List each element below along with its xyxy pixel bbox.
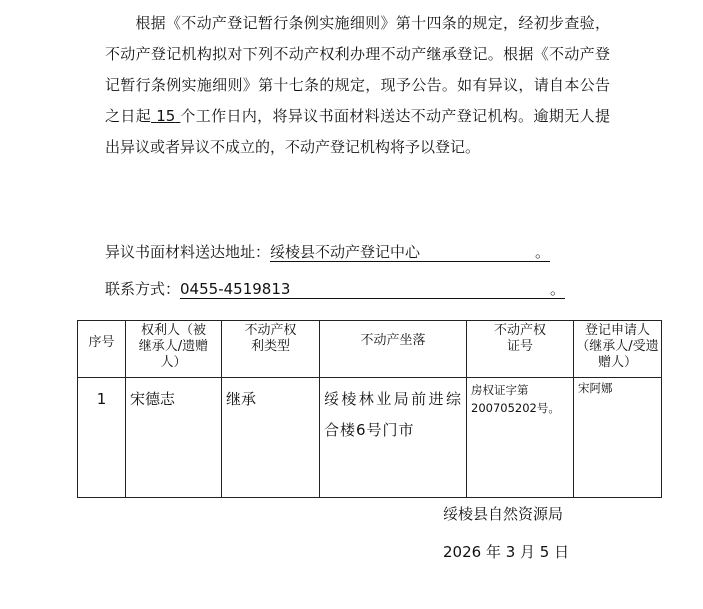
row-no: 1 xyxy=(78,378,126,498)
objection-days: 15 xyxy=(156,107,176,125)
header-location: 不动产坐落 xyxy=(320,321,467,378)
notice-text-2: 个工作日内，将异议书面材料送达不动产登记机构。逾期无人提出异议或者异议不成立的，不动产登记机构将予以登记。 xyxy=(105,107,610,156)
address-label: 异议书面材料送达地址： xyxy=(105,243,271,261)
notice-text-1: 根据《不动产登记暂行条例实施细则》第十四条的规定，经初步查验，不动产登记机构拟对下列不动产权利办理不动产继承登记。根据《不动产登记暂行条例实施细则》第十七条的规定，现予公告。如有异议，请自本公告之日起 xyxy=(105,14,610,125)
header-holder: 权利人（被继承人/遗赠人） xyxy=(126,321,222,378)
contact-line xyxy=(105,278,565,299)
issue-date: 2026 年 3 月 5 日 xyxy=(443,543,570,561)
issuing-org: 绥棱县自然资源局 xyxy=(443,505,564,523)
notice-paragraph xyxy=(105,8,610,163)
header-applicant: 登记申请人（继承人/受遗赠人） xyxy=(574,321,662,378)
contact-label: 联系方式： xyxy=(105,280,181,298)
row-type: 继承 xyxy=(222,378,320,498)
header-no: 序号 xyxy=(78,321,126,378)
address-value: 绥棱县不动产登记中心 。 xyxy=(270,243,551,261)
header-type: 不动产权利类型 xyxy=(222,321,320,378)
row-cert: 房权证字第200705202号。 xyxy=(467,378,574,498)
contact-value: 0455-4519813 。 xyxy=(180,280,566,298)
header-cert: 不动产权证号 xyxy=(467,321,574,378)
row-holder: 宋德志 xyxy=(126,378,222,498)
address-line xyxy=(105,241,550,262)
row-applicant: 宋阿娜 xyxy=(574,378,662,498)
table-header-row xyxy=(78,321,662,378)
table-row xyxy=(78,378,662,498)
registration-table xyxy=(77,320,662,498)
row-location: 绥棱林业局前进综合楼6号门市 xyxy=(320,378,467,498)
